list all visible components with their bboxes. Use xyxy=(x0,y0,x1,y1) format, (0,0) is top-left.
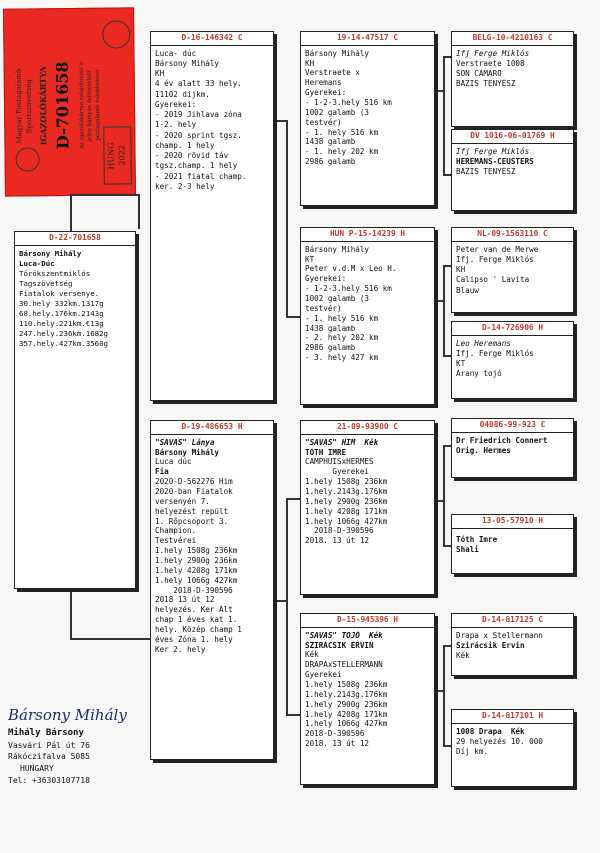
pigeon-details xyxy=(452,144,573,181)
connector xyxy=(443,445,445,545)
detail-line: 1.hely 2900g 236km xyxy=(155,556,238,566)
pigeon-emblem-icon xyxy=(102,20,130,48)
detail-line: 247.hely.236km.1682g xyxy=(19,328,108,338)
connector xyxy=(435,90,443,92)
detail-line: Bársony Mihály xyxy=(305,48,370,58)
pigeon-card-ggp-3 xyxy=(451,227,574,313)
ring-number: 13-05-57910 H xyxy=(452,515,573,529)
detail-line: 1.hely 1508g 236km xyxy=(155,546,238,556)
detail-line: 2018. 13 út 12 xyxy=(305,536,370,546)
detail-line: 2018. 13 út 12 xyxy=(305,739,370,749)
ring-number: D-22-701658 xyxy=(15,232,135,246)
ring-number: D-15-945396 H xyxy=(301,614,434,628)
detail-line: 2018-D-390596 xyxy=(155,585,233,595)
detail-line: Tagszövetség xyxy=(19,278,73,288)
pigeon-details xyxy=(452,46,573,93)
detail-line: TÓTH IMRE xyxy=(305,447,347,457)
pigeon-details xyxy=(452,724,573,761)
stamp-country: HUNG xyxy=(106,141,116,170)
detail-line: 1. Rőpcsoport 3. xyxy=(155,516,229,526)
detail-line: 1.hely 4208g 171km xyxy=(155,565,238,575)
connector xyxy=(274,600,286,602)
pigeon-card-dam xyxy=(150,420,274,760)
detail-line: 1-2. hely xyxy=(155,120,197,130)
detail-line: Ifj Ferge Miklós xyxy=(456,146,530,156)
detail-line: SZIRÁCSIK ERVIN xyxy=(305,640,374,650)
detail-line: éves Zóna 1. hely xyxy=(155,634,233,644)
ring-number: D-16-146342 C xyxy=(151,32,273,46)
detail-line: Bársony Mihály xyxy=(19,248,82,258)
detail-line: KH xyxy=(305,58,315,68)
pigeon-card-ggp-8 xyxy=(451,709,574,787)
detail-line: Gyerekei: xyxy=(155,99,197,109)
detail-line: 2018 13 út 12 xyxy=(155,595,215,605)
detail-line: 1.hely 1508g 236km xyxy=(305,680,388,690)
connector xyxy=(286,120,288,316)
detail-line: 4 év alatt 33 hely. xyxy=(155,79,242,89)
owner-city: Rákóczifalva 5085 xyxy=(8,752,90,762)
detail-line: 2018-D-390596 xyxy=(305,526,374,536)
detail-line: - 1-2-3.hely 516 km xyxy=(305,98,392,108)
stamp-year-box xyxy=(103,126,132,184)
detail-line: Bársony Mihály xyxy=(155,58,220,68)
detail-line: - 1. hely 516 km xyxy=(305,313,379,323)
detail-line: 2986 galamb xyxy=(305,157,356,167)
pigeon-card-ggp-4 xyxy=(451,321,574,399)
detail-line: 1.hely.2143g.176km xyxy=(305,487,388,497)
connector xyxy=(71,194,139,196)
ring-number: D-19-486653 H xyxy=(151,421,273,435)
detail-line: KT xyxy=(305,254,315,264)
detail-line: 29 helyezés 10. 000 xyxy=(456,736,543,746)
stamp-org-line2: Sportszövetség xyxy=(24,79,34,134)
detail-line: Drapa x Stellermann xyxy=(456,630,543,640)
detail-line: 1.hely.2143g.176km xyxy=(305,689,388,699)
detail-line: Gyerekei xyxy=(305,670,342,680)
detail-line: 357.hely.427km.3560g xyxy=(19,338,108,348)
pigeon-details xyxy=(151,435,273,658)
detail-line: - 2. hely 202 km xyxy=(305,333,379,343)
detail-line: 1438 galamb xyxy=(305,137,356,147)
detail-line: Gyerekei: xyxy=(305,274,347,284)
detail-line: "SAVAS" HIM Kék xyxy=(305,437,379,447)
connector xyxy=(435,500,443,502)
connector xyxy=(443,645,445,745)
owner-signature: Bársony Mihály xyxy=(8,706,127,724)
detail-line: Kék xyxy=(456,651,470,661)
connector xyxy=(286,498,300,500)
detail-line: 11102 díjkm. xyxy=(155,89,210,99)
connector xyxy=(70,590,72,638)
ring-number: BELG-10-4210163 C xyxy=(452,32,573,46)
owner-phone: Tel: +36303107718 xyxy=(8,775,90,785)
connector xyxy=(70,194,72,232)
detail-line: Calipso ' Lavita xyxy=(456,275,530,285)
detail-line: Gyerekei: xyxy=(305,88,347,98)
ring-number: DV 1016-06-01769 H xyxy=(452,130,573,144)
detail-line: 68.hely.176km.2143g xyxy=(19,308,104,318)
pigeon-card-ggp-6 xyxy=(451,514,574,574)
detail-line: - 2020 sprint tgsz. xyxy=(155,130,242,140)
detail-line: 30.hely 332km.1317g xyxy=(19,298,104,308)
stamp-note-line2: jelen kártyán feltüntetett xyxy=(86,70,94,142)
detail-line: hely. Közép champ 1 xyxy=(155,625,242,635)
detail-line: KT xyxy=(456,359,466,369)
detail-line: HEREMANS-CEUSTERS xyxy=(456,156,534,166)
detail-line: Bársony Mihály xyxy=(305,244,370,254)
detail-line: Champion. xyxy=(155,526,197,536)
detail-line: - 1-2-3.hely 516 km xyxy=(305,284,392,294)
detail-line: 2020-D-562276 Him xyxy=(155,477,233,487)
detail-line: Ifj. Ferge Miklós xyxy=(456,254,534,264)
detail-line: - 2019 Jihlava zóna xyxy=(155,110,242,120)
connector xyxy=(435,300,443,302)
detail-line: 1.hely 1508g 236km xyxy=(305,477,388,487)
pigeon-card-ggp-2 xyxy=(451,129,574,211)
detail-line: helyezés. Ker Alt xyxy=(155,605,233,615)
pigeon-details xyxy=(15,246,135,352)
pigeon-details xyxy=(452,433,573,460)
owner-info xyxy=(8,705,127,786)
detail-line: versenyén 7. xyxy=(155,496,210,506)
detail-line: 1002 galamb (3 xyxy=(305,294,370,304)
detail-line: Heremans xyxy=(305,78,342,88)
stamp-note-line1: Az igazolókártya tulajdonosa a xyxy=(78,62,86,150)
connector xyxy=(70,638,150,640)
detail-line: Fiatalok versenye. xyxy=(19,288,100,298)
pigeon-details xyxy=(301,46,434,170)
detail-line: CAMPHUISxHERMES xyxy=(305,457,374,467)
owner-name: Mihály Bársony xyxy=(8,727,84,738)
pigeon-card-granddam-paternal xyxy=(300,227,435,405)
detail-line: 1008 Drapa Kék xyxy=(456,726,525,736)
detail-line: - 2021 fiatal champ. xyxy=(155,171,247,181)
detail-line: 110.hely.221km.€13g xyxy=(19,318,104,328)
detail-line: ker. 2-3 hely xyxy=(155,181,215,191)
connector xyxy=(443,265,451,267)
detail-line: champ. 1 hely xyxy=(155,140,215,150)
connector xyxy=(443,56,445,174)
pigeon-card-grandsire-paternal xyxy=(300,31,435,206)
detail-line: Ker 2. hely xyxy=(155,644,206,654)
ring-number: 21-09-93900 C xyxy=(301,421,434,435)
detail-line: SON CAMARO xyxy=(456,69,502,79)
pigeon-details xyxy=(452,529,573,559)
seal-emblem-icon xyxy=(15,147,39,171)
detail-line: 1.hely 4208g 171km xyxy=(305,506,388,516)
detail-line: KH xyxy=(456,265,466,275)
detail-line: 2020-ban Fiatalok xyxy=(155,487,233,497)
detail-line: 1.hely 2900g 236km xyxy=(305,496,388,506)
detail-line: Kék xyxy=(305,650,319,660)
detail-line: - 1. hely 516 km xyxy=(305,127,379,137)
pigeon-details xyxy=(452,628,573,665)
connector xyxy=(286,714,300,716)
detail-line: 2018-D-390596 xyxy=(305,729,365,739)
detail-line: "SAVAS" Lánya xyxy=(155,437,215,447)
detail-line: Verstraete 1008 xyxy=(456,58,525,68)
stamp-title: IGAZOLÓKÁRTYA xyxy=(37,66,49,146)
pigeon-details xyxy=(301,435,434,549)
connector xyxy=(443,355,451,357)
detail-line: 2986 galamb xyxy=(305,343,356,353)
detail-line: Luca- dúc xyxy=(155,48,197,58)
pigeon-card-ggp-5 xyxy=(451,418,574,478)
pigeon-card-main xyxy=(14,231,136,589)
pigeon-card-granddam-maternal xyxy=(300,613,435,785)
connector xyxy=(443,645,451,647)
connector xyxy=(443,545,451,547)
ring-number: 19-14-47517 C xyxy=(301,32,434,46)
detail-line: - 3. hely 427 km xyxy=(305,353,379,363)
detail-line: testvér) xyxy=(305,303,342,313)
connector xyxy=(138,194,140,229)
detail-line: BAZIS TENYÉSZ xyxy=(456,79,516,89)
detail-line: Arany tojó xyxy=(456,369,502,379)
pigeon-details xyxy=(151,46,273,196)
pigeon-card-ggp-1 xyxy=(451,31,574,127)
detail-line: Testvérei xyxy=(155,536,197,546)
pigeon-card-ggp-7 xyxy=(451,613,574,676)
detail-line: Fia xyxy=(155,467,169,477)
detail-line: 1.hely 2900g 236km xyxy=(305,699,388,709)
connector xyxy=(443,445,451,447)
detail-line: Shali xyxy=(456,544,479,554)
ring-number: D-14-817125 C xyxy=(452,614,573,628)
connector xyxy=(443,745,451,747)
detail-line: Peter van de Merwe xyxy=(456,244,539,254)
connector xyxy=(443,56,451,58)
stamp-org-line1: Magyar Postagalamb xyxy=(14,69,24,145)
connector xyxy=(443,265,445,355)
detail-line: chap 1 éves kat 1. xyxy=(155,615,238,625)
detail-line: KH xyxy=(155,69,165,79)
detail-line: DRAPAxSTELLERMANN xyxy=(305,660,383,670)
membership-card-stamp xyxy=(3,7,136,196)
detail-line: Díj km. xyxy=(456,747,489,757)
connector xyxy=(435,690,443,692)
detail-line: Luca-Dúc xyxy=(19,258,55,268)
owner-country: HUNGARY xyxy=(20,763,54,773)
detail-line: Dr Friedrich Connert xyxy=(456,435,548,445)
ring-number: NL-09-1563110 C xyxy=(452,228,573,242)
connector xyxy=(274,120,286,122)
ring-number: D-14-817101 H xyxy=(452,710,573,724)
connector xyxy=(286,498,288,714)
pigeon-details xyxy=(301,628,434,752)
ring-number: D-14-726906 H xyxy=(452,322,573,336)
pigeon-card-sire xyxy=(150,31,274,401)
connector xyxy=(443,174,451,176)
detail-line: Peter v.d.M x Leo H. xyxy=(305,264,397,274)
stamp-number: D-701658 xyxy=(52,61,73,150)
detail-line: Verstraete x xyxy=(305,68,360,78)
detail-line: 1.hely 1066g 427km xyxy=(305,719,388,729)
detail-line: testvér) xyxy=(305,117,342,127)
ring-number: HUN P-15-14239 H xyxy=(301,228,434,242)
detail-line: Luca dúc xyxy=(155,457,192,467)
detail-line: Bársony Mihály xyxy=(155,447,220,457)
detail-line: 1.hely 4208g 171km xyxy=(305,709,388,719)
detail-line: 1438 galamb xyxy=(305,323,356,333)
pigeon-details xyxy=(452,242,573,299)
detail-line: - 2020 rövid táv xyxy=(155,151,229,161)
detail-line: Tóth Imre xyxy=(456,534,498,544)
connector xyxy=(286,316,300,318)
detail-line: Blauw xyxy=(456,285,479,295)
pigeon-card-grandsire-maternal xyxy=(300,420,435,595)
detail-line: Gyerekei xyxy=(305,467,370,477)
detail-line: 1.hely 1066g 427km xyxy=(305,516,388,526)
detail-line: Szirácsik Ervin xyxy=(456,640,525,650)
stamp-note-line3: postagalamb tulajdonosa xyxy=(94,70,102,142)
detail-line: helyezést repült xyxy=(155,506,229,516)
detail-line: tgsz.champ. 1 hely xyxy=(155,161,238,171)
detail-line: 1002 galamb (3 xyxy=(305,107,370,117)
detail-line: - 1. hely 202 km xyxy=(305,147,379,157)
ring-number: 04086-99-923 C xyxy=(452,419,573,433)
detail-line: Leo Heremans xyxy=(456,338,511,348)
pigeon-details xyxy=(301,242,434,366)
detail-line: Orig. Hermes xyxy=(456,445,511,455)
pigeon-details xyxy=(452,336,573,383)
detail-line: BAZIS TENYÉSZ xyxy=(456,167,516,177)
detail-line: 1.hely 1066g 427km xyxy=(155,575,238,585)
detail-line: Ifj Ferge Miklós xyxy=(456,48,530,58)
detail-line: Törökszentmiklós xyxy=(19,268,91,278)
stamp-year: 2022 xyxy=(117,145,127,166)
detail-line: Ifj. Ferge Miklós xyxy=(456,348,534,358)
detail-line: "SAVAS" TOJÓ Kék xyxy=(305,630,383,640)
owner-address: Vasvári Pál út 76 xyxy=(8,740,90,750)
